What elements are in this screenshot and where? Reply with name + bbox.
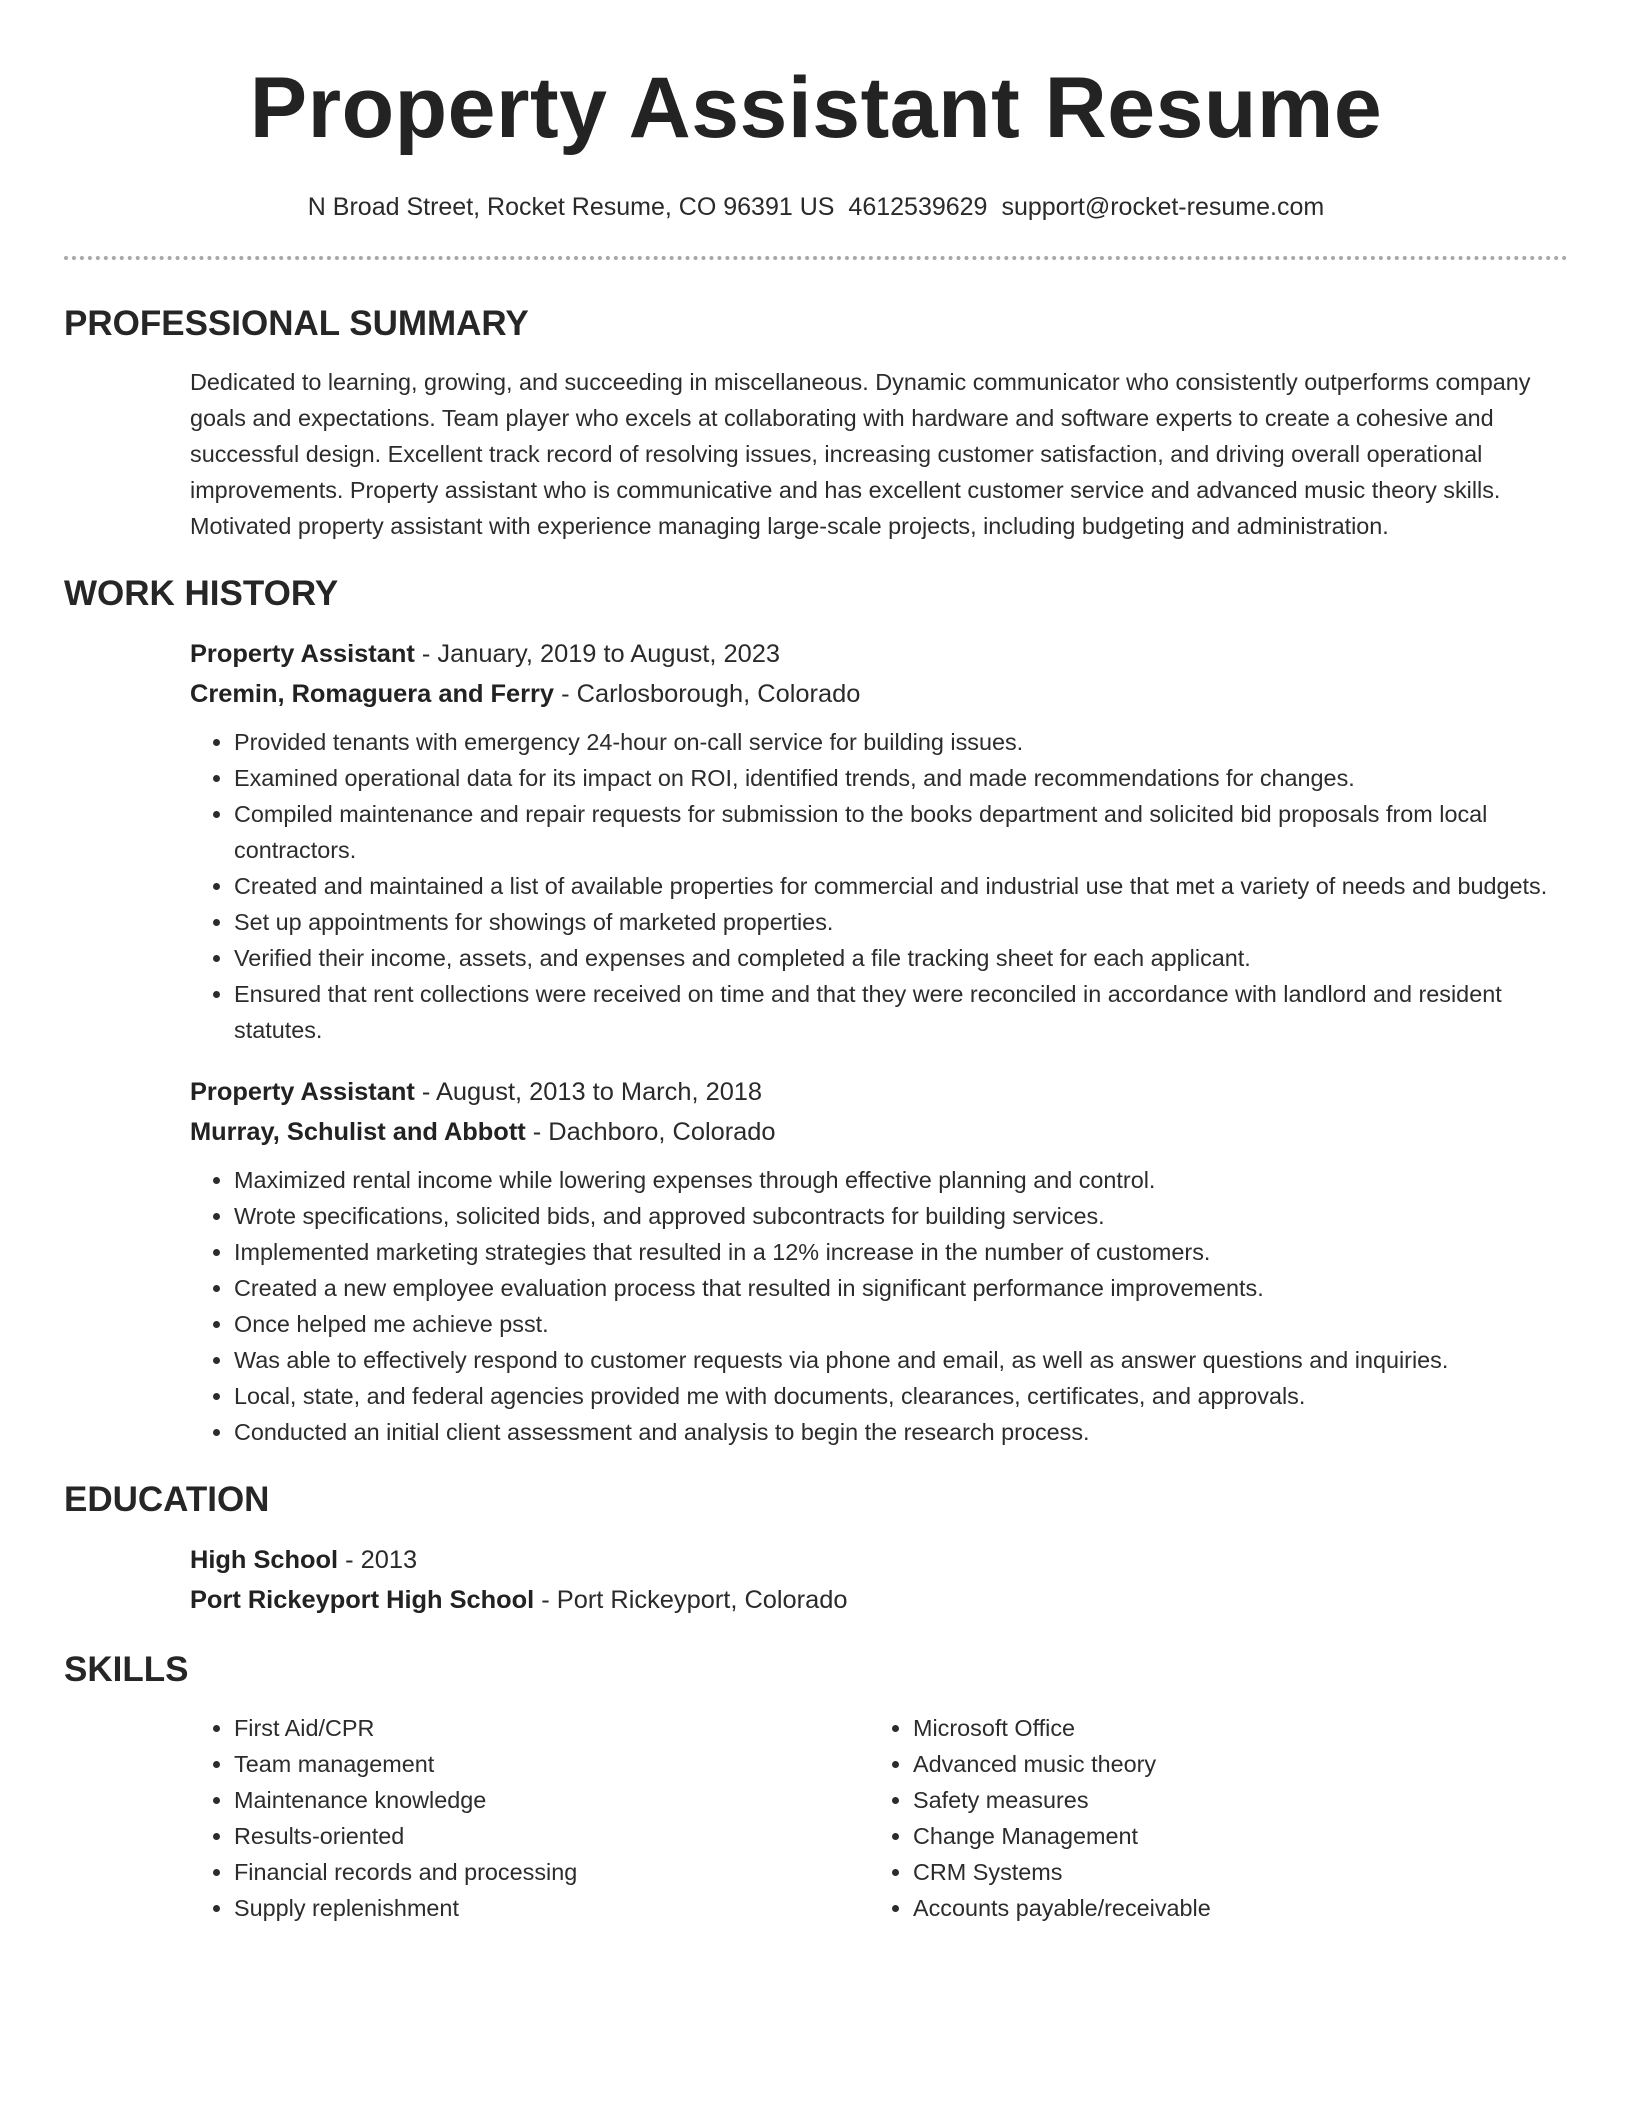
- skill-item: • Maintenance knowledge: [234, 1782, 869, 1818]
- contact-address: N Broad Street, Rocket Resume, CO 96391 US: [307, 193, 835, 221]
- education-degree: High School: [190, 1546, 339, 1574]
- contact-line: [64, 192, 1568, 222]
- contact-email: support@rocket-resume.com: [1001, 193, 1325, 221]
- work-section: [64, 574, 1568, 1450]
- job-bullet: • Local, state, and federal agencies provided me with documents, clearances, certificates, and approvals.: [234, 1378, 1548, 1414]
- skill-item: • Accounts payable/receivable: [913, 1890, 1548, 1926]
- job-company: Murray, Schulist and Abbott: [190, 1118, 526, 1146]
- skill-item: • Change Management: [913, 1818, 1548, 1854]
- job-title-line: [190, 1072, 1548, 1112]
- job-entry: [190, 634, 1548, 1048]
- skill-item: • Microsoft Office: [913, 1710, 1548, 1746]
- job-bullet: • Conducted an initial client assessment and analysis to begin the research process.: [234, 1414, 1548, 1450]
- job-location: - Dachboro, Colorado: [525, 1118, 776, 1146]
- skill-item: • Advanced music theory: [913, 1746, 1548, 1782]
- education-section: [64, 1480, 1568, 1620]
- education-heading: EDUCATION: [64, 1480, 270, 1519]
- summary-section: [64, 304, 1568, 544]
- header-divider: [64, 256, 1568, 260]
- skill-item: • Team management: [234, 1746, 869, 1782]
- job-bullet: • Once helped me achieve psst.: [234, 1306, 1548, 1342]
- job-bullet: • Created a new employee evaluation process that resulted in significant performance improvements.: [234, 1270, 1548, 1306]
- skills-heading: SKILLS: [64, 1650, 189, 1689]
- resume-title: Property Assistant Resume: [249, 60, 1383, 156]
- job-bullet: • Wrote specifications, solicited bids, and approved subcontracts for building services.: [234, 1198, 1548, 1234]
- work-heading: WORK HISTORY: [64, 574, 339, 613]
- education-location: - Port Rickeyport, Colorado: [534, 1586, 848, 1614]
- skill-item: • CRM Systems: [913, 1854, 1548, 1890]
- job-bullet: • Set up appointments for showings of marketed properties.: [234, 904, 1548, 940]
- job-bullet: • Compiled maintenance and repair requests for submission to the books department and solicited bid proposals from local contractors.: [234, 796, 1548, 868]
- job-bullets: [190, 724, 1548, 1048]
- contact-phone: 4612539629: [848, 193, 988, 221]
- skill-item: • Financial records and processing: [234, 1854, 869, 1890]
- job-bullet: • Provided tenants with emergency 24-hour on-call service for building issues.: [234, 724, 1548, 760]
- skills-grid: [190, 1710, 1548, 1926]
- skill-item: • Results-oriented: [234, 1818, 869, 1854]
- job-title: Property Assistant: [190, 640, 415, 668]
- job-bullet: • Maximized rental income while lowering expenses through effective planning and control.: [234, 1162, 1548, 1198]
- job-entry: [190, 1072, 1548, 1450]
- job-bullets: [190, 1162, 1548, 1450]
- education-degree-line: [190, 1540, 1548, 1580]
- job-location: - Carlosborough, Colorado: [554, 680, 861, 708]
- skill-item: • First Aid/CPR: [234, 1710, 869, 1746]
- skills-column-right: [869, 1710, 1548, 1926]
- skill-item: • Safety measures: [913, 1782, 1548, 1818]
- job-bullet: • Ensured that rent collections were received on time and that they were reconciled in accordance with landlord and resident statutes.: [234, 976, 1548, 1048]
- summary-text: Dedicated to learning, growing, and succeeding in miscellaneous. Dynamic communicator who consistently outperforms company goals and expectations. Team player who excels at collaborating with hardware and software experts to create a cohesive and successful design. Excellent track record of resolving issues, increasing customer satisfaction, and driving overall operational improvements. Property assistant who is communicative and has excellent customer service and advanced music theory skills. Motivated property assistant with experience managing large-scale projects, including budgeting and administration.: [190, 369, 1531, 539]
- job-bullet: • Implemented marketing strategies that resulted in a 12% increase in the number of customers.: [234, 1234, 1548, 1270]
- skills-section: [64, 1650, 1568, 1926]
- job-company-line: [190, 674, 1548, 714]
- job-bullet: • Examined operational data for its impact on ROI, identified trends, and made recommendations for changes.: [234, 760, 1548, 796]
- skills-column-left: [190, 1710, 869, 1926]
- job-dates: - August, 2013 to March, 2018: [414, 1078, 763, 1106]
- job-bullet: • Created and maintained a list of available properties for commercial and industrial use that met a variety of needs and budgets.: [234, 868, 1548, 904]
- summary-heading: PROFESSIONAL SUMMARY: [64, 304, 529, 343]
- education-school-line: [190, 1580, 1548, 1620]
- job-company: Cremin, Romaguera and Ferry: [190, 680, 555, 708]
- job-company-line: [190, 1112, 1548, 1152]
- job-dates: - January, 2019 to August, 2023: [414, 640, 780, 668]
- education-school: Port Rickeyport High School: [190, 1586, 535, 1614]
- skill-item: • Supply replenishment: [234, 1890, 869, 1926]
- job-title-line: [190, 634, 1548, 674]
- education-year: - 2013: [338, 1546, 418, 1574]
- job-bullet: • Was able to effectively respond to customer requests via phone and email, as well as answer questions and inquiries.: [234, 1342, 1548, 1378]
- job-bullet: • Verified their income, assets, and expenses and completed a file tracking sheet for each applicant.: [234, 940, 1548, 976]
- job-title: Property Assistant: [190, 1078, 415, 1106]
